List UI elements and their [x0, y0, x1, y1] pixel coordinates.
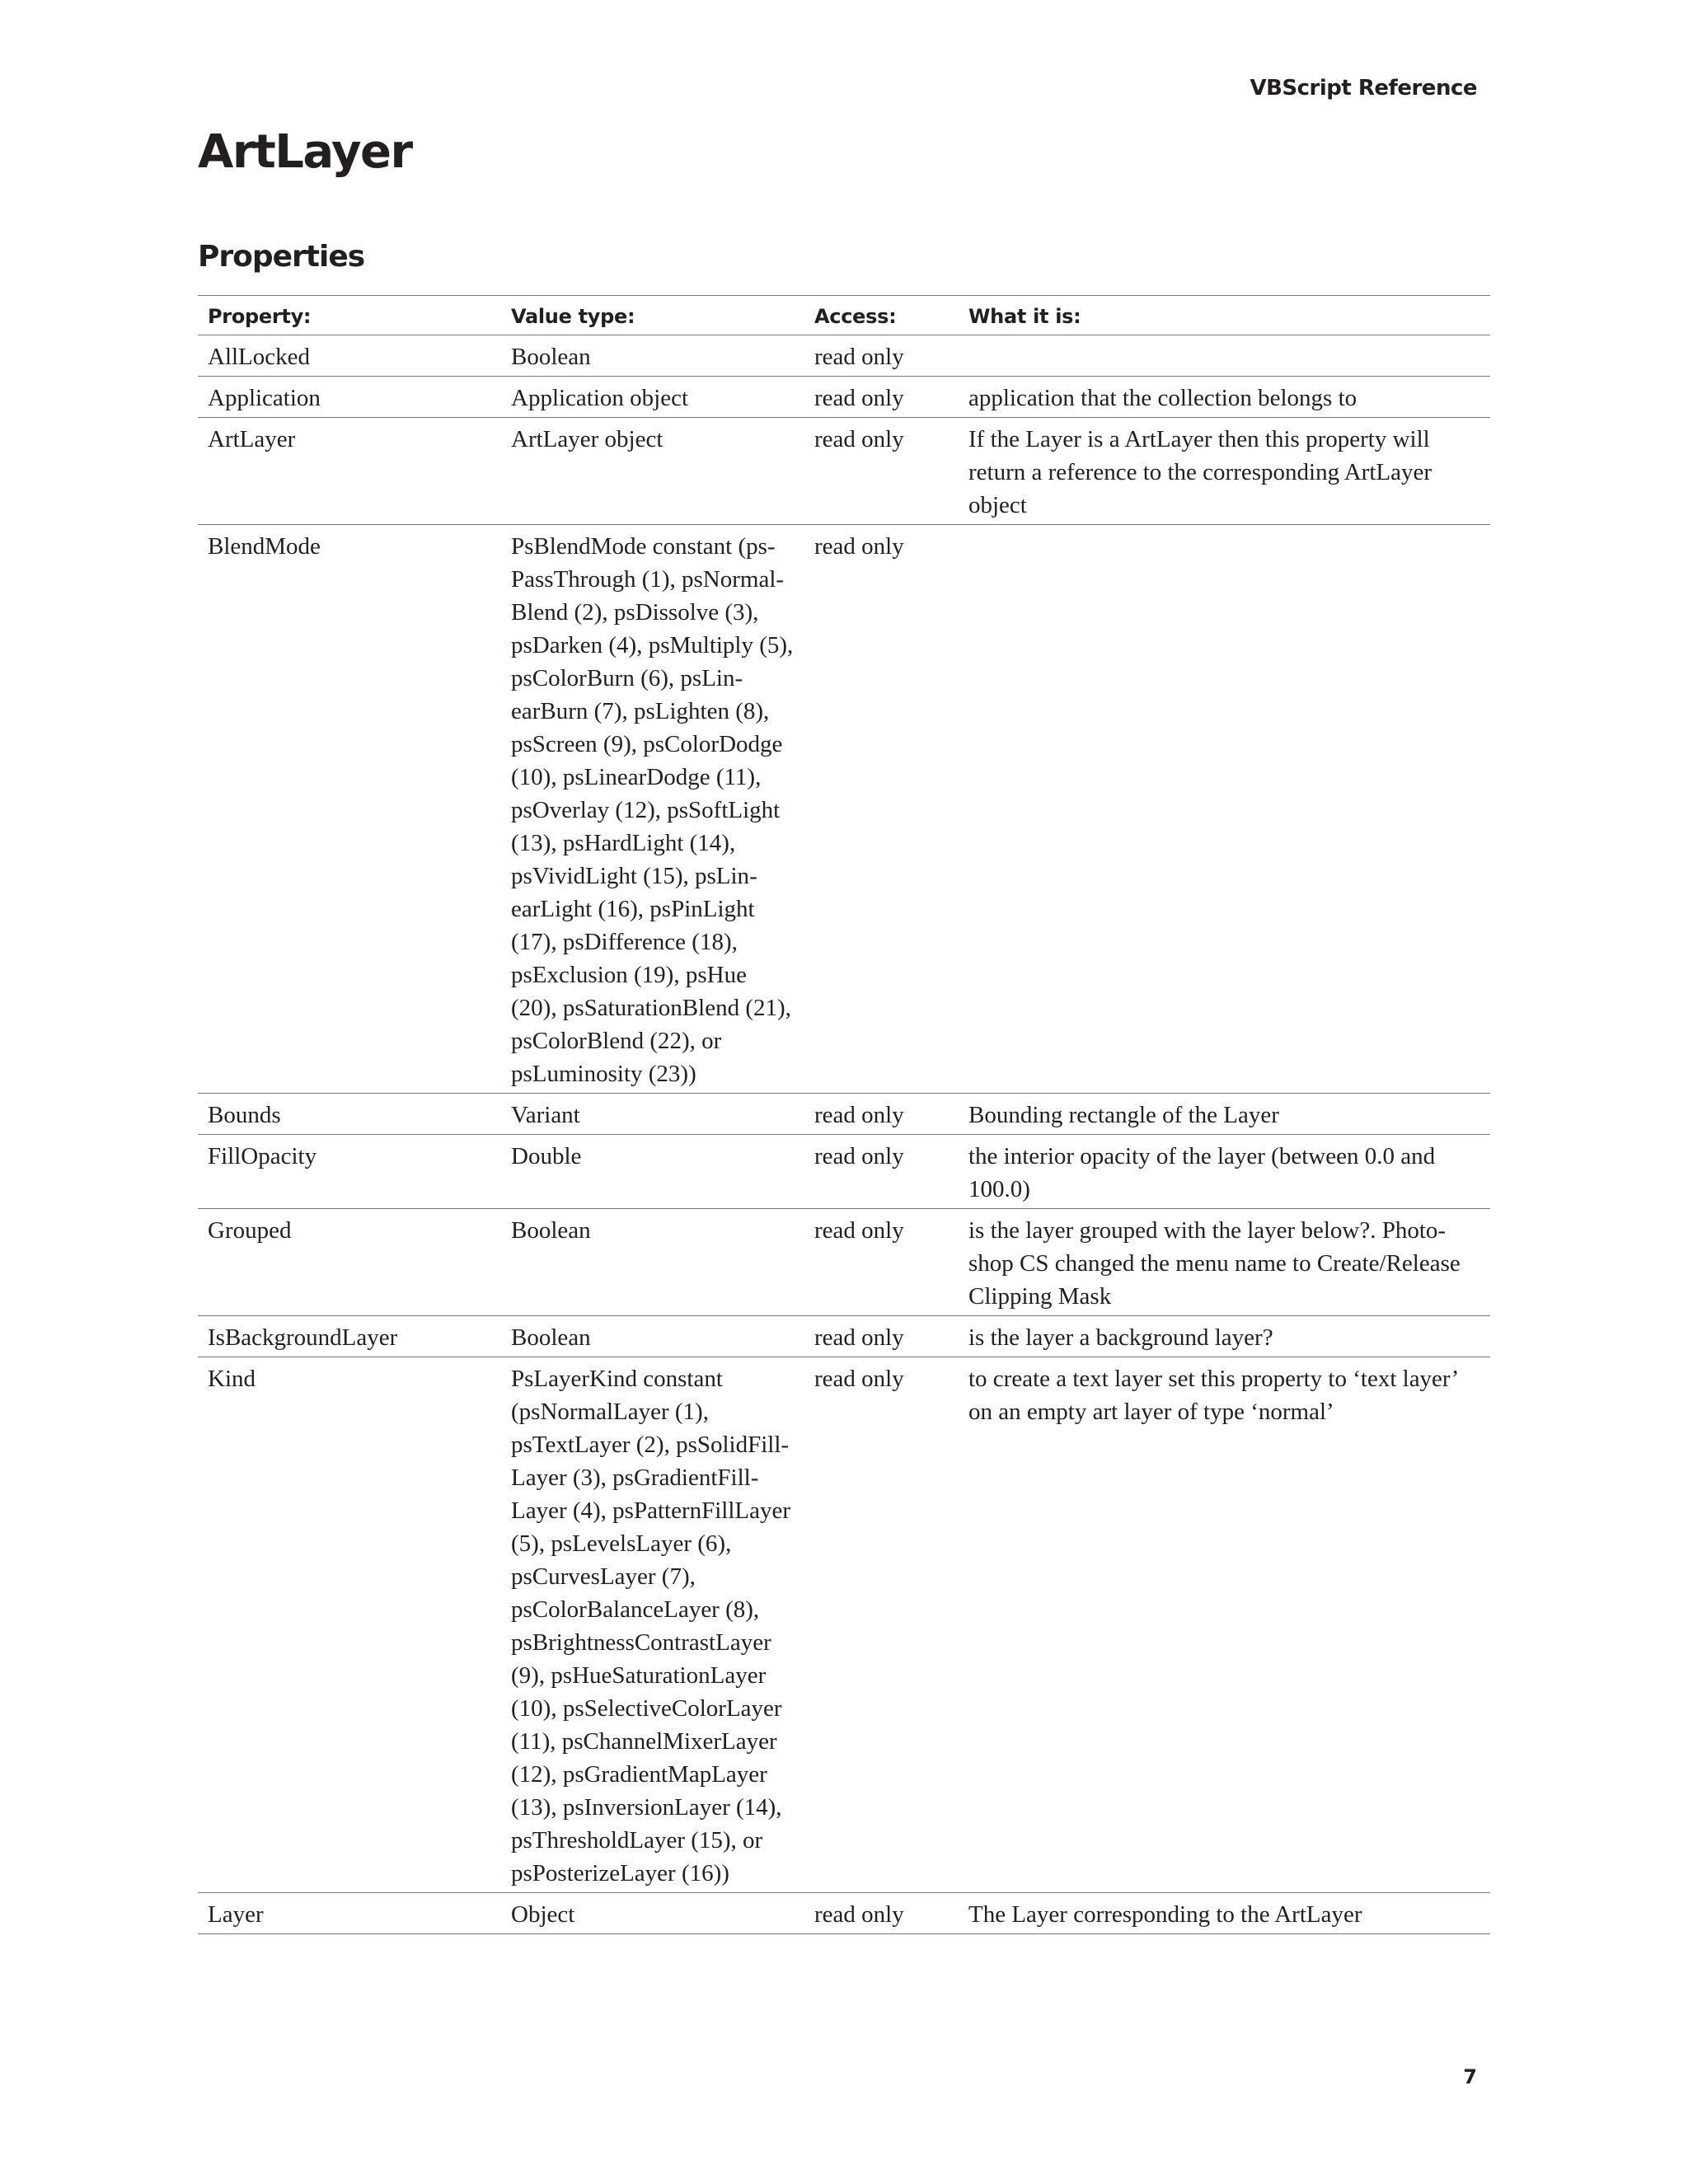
cell-value-type: Boolean	[501, 1316, 804, 1357]
column-header-property: Property:	[198, 296, 501, 335]
cell-access: read only	[804, 1316, 959, 1357]
cell-property: FillOpacity	[198, 1135, 501, 1209]
cell-description	[959, 335, 1490, 377]
cell-access: read only	[804, 1357, 959, 1893]
table-row	[198, 525, 1490, 1094]
properties-table	[198, 295, 1490, 1934]
cell-access: read only	[804, 525, 959, 1094]
cell-property: Grouped	[198, 1209, 501, 1316]
column-header-description: What it is:	[959, 296, 1490, 335]
column-header-access: Access:	[804, 296, 959, 335]
cell-description: application that the collection belongs to	[959, 377, 1490, 418]
cell-description: to create a text layer set this property to ‘text layer’ on an empty art layer of type ‘normal’	[959, 1357, 1490, 1893]
cell-value-type: Object	[501, 1893, 804, 1934]
cell-property: Layer	[198, 1893, 501, 1934]
cell-description: is the layer grouped with the layer below?. Photoshop CS changed the menu name to Create/Release Clipping Mask	[959, 1209, 1490, 1316]
cell-property: IsBackgroundLayer	[198, 1316, 501, 1357]
cell-access: read only	[804, 335, 959, 377]
table-row	[198, 1357, 1490, 1893]
cell-value-type: Boolean	[501, 1209, 804, 1316]
table-row	[198, 1316, 1490, 1357]
cell-description: Bounding rectangle of the Layer	[959, 1094, 1490, 1135]
cell-property: AllLocked	[198, 335, 501, 377]
cell-value-type: Boolean	[501, 335, 804, 377]
table-row	[198, 1893, 1490, 1934]
cell-access: read only	[804, 1094, 959, 1135]
table-row	[198, 335, 1490, 377]
cell-value-type: PsBlendMode constant (psPassThrough (1), psNormalBlend (2), psDissolve (3), psDarken (4), psMultiply (5), psColorBurn (6), psLinearBurn (7), psLighten (8), psScreen (9), psColorDodge (10), psLinearDodge (11), psOverlay (12), psSoftLight (13), psHardLight (14), psVividLight (15), psLinearLight (16), psPinLight (17), psDifference (18), psExclusion (19), psHue (20), psSaturationBlend (21), psColorBlend (22), or psLuminosity (23))	[501, 525, 804, 1094]
cell-property: Kind	[198, 1357, 501, 1893]
cell-description: the interior opacity of the layer (between 0.0 and 100.0)	[959, 1135, 1490, 1209]
table-row	[198, 418, 1490, 525]
cell-value-type: Double	[501, 1135, 804, 1209]
table-header-row	[198, 296, 1490, 335]
cell-description: If the Layer is a ArtLayer then this property will return a reference to the corresponding ArtLayer object	[959, 418, 1490, 525]
cell-value-type: PsLayerKind constant (psNormalLayer (1), psTextLayer (2), psSolidFillLayer (3), psGradientFillLayer (4), psPatternFillLayer (5), psLevelsLayer (6), psCurvesLayer (7), psColorBalanceLayer (8), psBrightnessContrastLayer (9), psHueSaturationLayer (10), psSelectiveColorLayer (11), psChannelMixerLayer (12), psGradientMapLayer (13), psInversionLayer (14), psThresholdLayer (15), or psPosterizeLayer (16))	[501, 1357, 804, 1893]
cell-description	[959, 525, 1490, 1094]
cell-access: read only	[804, 1209, 959, 1316]
table-row	[198, 1209, 1490, 1316]
cell-access: read only	[804, 377, 959, 418]
table-row	[198, 377, 1490, 418]
cell-description: is the layer a background layer?	[959, 1316, 1490, 1357]
section-title: Properties	[198, 240, 365, 274]
cell-description: The Layer corresponding to the ArtLayer	[959, 1893, 1490, 1934]
cell-property: ArtLayer	[198, 418, 501, 525]
column-header-value-type: Value type:	[501, 296, 804, 335]
cell-access: read only	[804, 418, 959, 525]
cell-property: Bounds	[198, 1094, 501, 1135]
cell-value-type: Variant	[501, 1094, 804, 1135]
cell-access: read only	[804, 1135, 959, 1209]
cell-value-type: Application object	[501, 377, 804, 418]
running-header: VBScript Reference	[1250, 76, 1477, 101]
table-row	[198, 1135, 1490, 1209]
cell-property: BlendMode	[198, 525, 501, 1094]
page-title: ArtLayer	[198, 125, 412, 179]
cell-property: Application	[198, 377, 501, 418]
cell-access: read only	[804, 1893, 959, 1934]
table-row	[198, 1094, 1490, 1135]
page-number: 7	[1463, 2065, 1477, 2088]
cell-value-type: ArtLayer object	[501, 418, 804, 525]
